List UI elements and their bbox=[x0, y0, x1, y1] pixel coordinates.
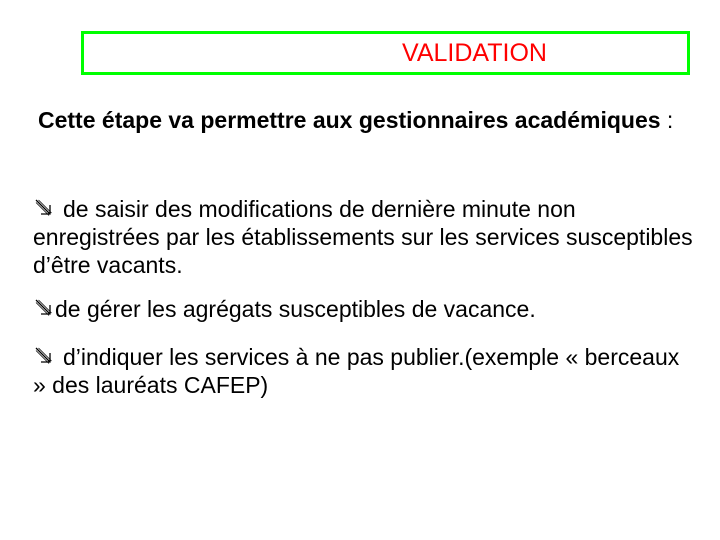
intro-colon: : bbox=[660, 107, 674, 133]
title-box bbox=[81, 31, 690, 75]
bullet-item-2 bbox=[33, 295, 693, 323]
bullet-item-1 bbox=[33, 195, 693, 279]
arrow-bullet-icon bbox=[33, 345, 55, 367]
intro-text: Cette étape va permettre aux gestionnaires académiques bbox=[38, 107, 661, 133]
bullet-text-3: d’indiquer les services à ne pas publier.(exemple « berceaux » des lauréats CAFEP) bbox=[33, 344, 680, 398]
bullet-text-1: de saisir des modifications de dernière minute non enregistrées par les établissements sur les services susceptibles d’être vacants. bbox=[33, 196, 693, 278]
bullet-item-3 bbox=[33, 343, 693, 399]
slide-title: VALIDATION bbox=[402, 39, 547, 67]
intro-paragraph bbox=[38, 104, 673, 136]
arrow-bullet-icon bbox=[33, 297, 55, 319]
bullet-text-2: de gérer les agrégats susceptibles de vacance. bbox=[55, 296, 536, 322]
arrow-bullet-icon bbox=[33, 197, 55, 219]
